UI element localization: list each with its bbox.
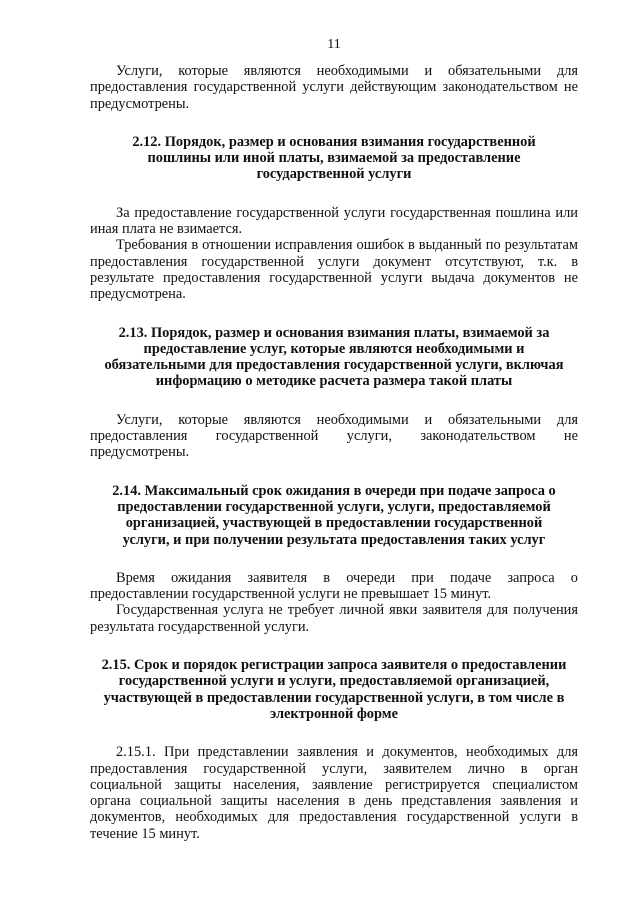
section-2-12 [90, 134, 578, 303]
heading-line: электронной форме [270, 705, 398, 722]
heading-line: участвующей в предоставлении государственной услуги, в том числе в [103, 689, 565, 706]
section-paragraph: Государственная услуга не требует личной явки заявителя для получения результата государственной услуги. [90, 602, 578, 635]
heading-line: информацию о методике расчета размера такой платы [155, 373, 513, 390]
section-paragraph: Требования в отношении исправления ошибок в выданный по результатам предоставления государственной услуги документ отсутствуют, т.к. в результате предоставления государственной услуги выдача документов не предусмотрена. [90, 237, 578, 303]
section-heading [90, 657, 578, 722]
heading-line: организацией, участвующей в предоставлении государственной [125, 515, 543, 532]
section-heading [90, 483, 578, 548]
section-paragraph: За предоставление государственной услуги государственная пошлина или иная плата не взимается. [90, 204, 578, 238]
heading-line: государственной услуги [256, 166, 412, 183]
section-heading [90, 325, 578, 390]
heading-line: обязательными для предоставления государственной услуги, включая [104, 357, 564, 374]
section-2-15 [90, 657, 578, 842]
heading-line: пошлины или иной платы, взимаемой за предоставление [147, 150, 521, 167]
heading-line: государственной услуги и услуги, предоставляемой организацией, [118, 673, 550, 690]
intro-paragraph: Услуги, которые являются необходимыми и обязательными для предоставления государственной услуги действующим законодательством не предусмотрены. [90, 63, 578, 112]
heading-line: 2.14. Максимальный срок ожидания в очереди при подаче запроса о [112, 482, 556, 499]
heading-line: 2.13. Порядок, размер и основания взимания платы, взимаемой за [118, 324, 550, 341]
section-paragraph: Услуги, которые являются необходимыми и обязательными для предоставления государственной услуги, законодательством не предусмотрены. [90, 411, 578, 461]
section-paragraph: Время ожидания заявителя в очереди при подаче запроса о предоставлении государственной услуги не превышает 15 минут. [90, 569, 578, 603]
section-paragraph: 2.15.1. При представлении заявления и документов, необходимых для предоставления государственной услуги, заявителем лично в орган социальной защиты населения, заявление регистрируется специалистом органа социальной защиты населения в день представления заявления и документов, необходимых для предоставления государственной услуги в течение 15 минут. [90, 744, 578, 842]
heading-line: предоставление услуг, которые являются необходимыми и [143, 340, 525, 357]
section-2-14 [90, 483, 578, 635]
heading-line: 2.12. Порядок, размер и основания взимания государственной [132, 133, 536, 150]
heading-line: 2.15. Срок и порядок регистрации запроса заявителя о предоставлении [101, 657, 567, 674]
heading-line: услуги, и при получении результата предоставления таких услуг [122, 531, 546, 548]
heading-line: предоставлении государственной услуги, услуги, предоставляемой [117, 498, 551, 515]
page-number: 11 [327, 37, 341, 52]
intro-block [90, 63, 578, 112]
section-heading [90, 134, 578, 183]
section-2-13 [90, 325, 578, 461]
